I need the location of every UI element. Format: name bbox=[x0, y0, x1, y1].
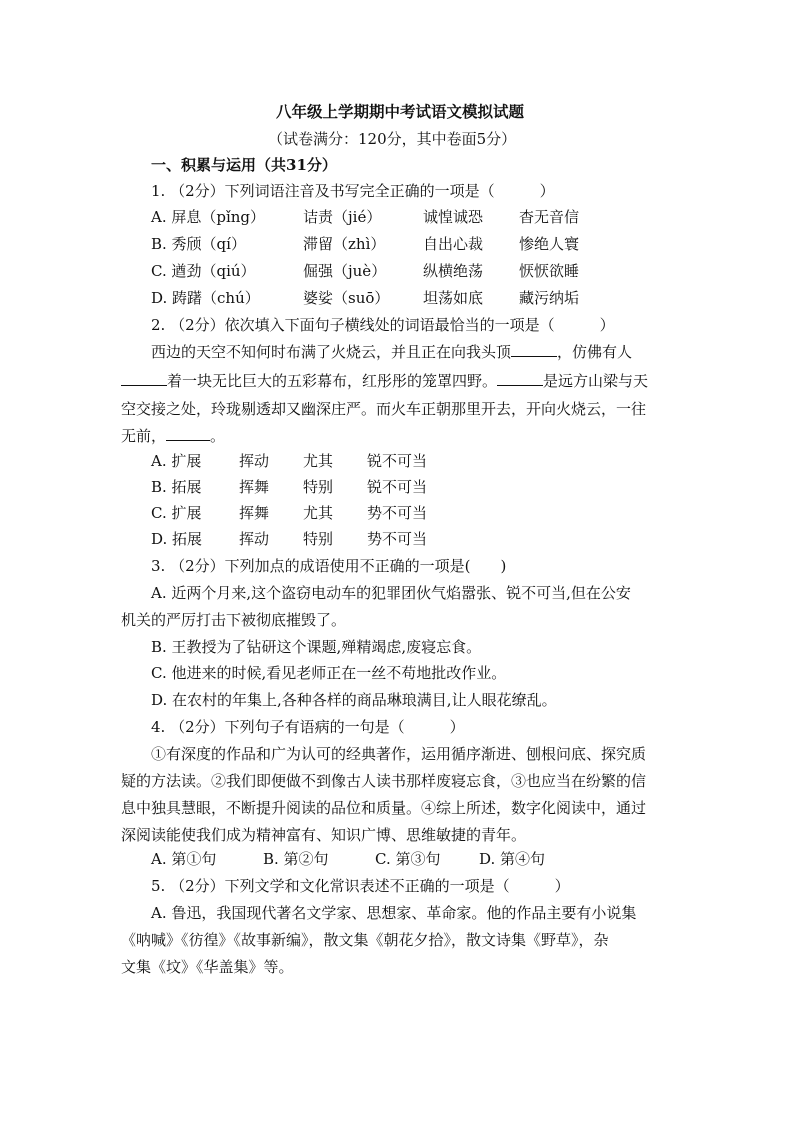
q3-option-c: C. 他进来的时候,看见老师正在一丝不苟地批改作业。 bbox=[151, 664, 507, 682]
q1-c-word-4: 恹恹欲睡 bbox=[519, 262, 580, 280]
q2-paragraph-line-2 bbox=[121, 371, 648, 391]
fill-blank bbox=[511, 342, 557, 357]
fill-blank bbox=[497, 371, 543, 386]
page-subtitle: （试卷满分：120分，其中卷面5分） bbox=[268, 130, 517, 148]
q4-paragraph-line-1: ①有深度的作品和广为认可的经典著作，运用循序渐进、刨根问底、探究质 bbox=[151, 745, 647, 763]
q1-option-d bbox=[151, 288, 611, 308]
q5-option-a-line-2: 《呐喊》《彷徨》《故事新编》，散文集《朝花夕拾》，散文诗集《野草》，杂 bbox=[121, 931, 609, 949]
q2-d-word-4: 势不可当 bbox=[367, 530, 428, 548]
q1-option-c bbox=[151, 261, 611, 281]
q1-b-word-1: B. 秀颀（qí） bbox=[151, 235, 246, 253]
q1-b-word-4: 惨绝人寰 bbox=[519, 235, 580, 253]
q1-a-word-2: 诘责（jié） bbox=[303, 208, 382, 226]
q1-d-word-3: 坦荡如底 bbox=[423, 289, 484, 307]
q2-b-word-4: 锐不可当 bbox=[367, 478, 428, 496]
q2-c-word-1: C. 扩展 bbox=[151, 504, 202, 522]
q2-option-d bbox=[151, 529, 451, 549]
question-1-stem: 1. （2分）下列词语注音及书写完全正确的一项是（ ） bbox=[151, 182, 555, 200]
q2-text: 。 bbox=[210, 427, 226, 445]
q2-paragraph-line-4 bbox=[121, 426, 225, 446]
q2-b-word-1: B. 拓展 bbox=[151, 478, 202, 496]
fill-blank bbox=[166, 426, 210, 441]
q1-d-word-4: 藏污纳垢 bbox=[519, 289, 580, 307]
q3-option-d: D. 在农村的年集上,各种各样的商品琳琅满目,让人眼花缭乱。 bbox=[151, 691, 557, 709]
q2-text: 是远方山梁与天 bbox=[543, 372, 649, 390]
q2-text: 西边的天空不知何时布满了火烧云，并且正在向我头顶 bbox=[151, 343, 512, 361]
fill-blank bbox=[121, 371, 167, 386]
q1-a-word-4: 杳无音信 bbox=[519, 208, 580, 226]
q1-option-a bbox=[151, 207, 611, 227]
q3-option-a-line-1: A. 近两个月来,这个盗窃电动车的犯罪团伙气焰嚣张、锐不可当,但在公安 bbox=[151, 584, 631, 602]
q4-paragraph-line-4: 深阅读能使我们成为精神富有、知识广博、思维敏捷的青年。 bbox=[121, 826, 527, 844]
q2-text: ，仿佛有人 bbox=[557, 343, 633, 361]
q2-option-c bbox=[151, 503, 451, 523]
q4-option-a: A. 第①句 bbox=[151, 850, 217, 868]
q1-b-word-3: 自出心裁 bbox=[423, 235, 484, 253]
q3-option-a-line-2: 机关的严厉打击下被彻底摧毁了。 bbox=[121, 611, 347, 629]
q2-option-b bbox=[151, 477, 451, 497]
q5-option-a-line-3: 文集《坟》《华盖集》等。 bbox=[121, 958, 294, 976]
q1-a-word-3: 诚惶诚恐 bbox=[423, 208, 484, 226]
q2-b-word-3: 特别 bbox=[303, 478, 334, 496]
q1-c-word-3: 纵横绝荡 bbox=[423, 262, 484, 280]
q2-paragraph-line-3: 空交接之处，玲珑剔透却又幽深庄严。而火车正朝那里开去，开向火烧云，一往 bbox=[121, 400, 647, 418]
section-heading: 一、积累与运用（共31分） bbox=[151, 156, 337, 174]
q2-c-word-4: 势不可当 bbox=[367, 504, 428, 522]
question-4-options bbox=[151, 849, 571, 869]
q1-d-word-2: 婆娑（suō） bbox=[303, 289, 390, 307]
q2-b-word-2: 挥舞 bbox=[239, 478, 270, 496]
q2-d-word-2: 挥动 bbox=[239, 530, 270, 548]
q2-text: 无前， bbox=[121, 427, 167, 445]
q1-d-word-1: D. 踌躇（chú） bbox=[151, 289, 260, 307]
q2-c-word-3: 尤其 bbox=[303, 504, 334, 522]
q2-d-word-3: 特别 bbox=[303, 530, 334, 548]
q2-a-word-2: 挥动 bbox=[239, 452, 270, 470]
q2-option-a bbox=[151, 451, 451, 471]
question-4-stem: 4. （2分）下列句子有语病的一句是（ ） bbox=[151, 718, 465, 736]
q2-paragraph-line-1 bbox=[151, 342, 632, 362]
q2-a-word-1: A. 扩展 bbox=[151, 452, 202, 470]
q5-option-a-line-1: A. 鲁迅，我国现代著名文学家、思想家、革命家。他的作品主要有小说集 bbox=[151, 904, 637, 922]
q2-a-word-4: 锐不可当 bbox=[367, 452, 428, 470]
q4-paragraph-line-2: 疑的方法读。②我们即便做不到像古人读书那样废寝忘食，③也应当在纷繁的信 bbox=[121, 772, 647, 790]
q4-option-d: D. 第④句 bbox=[479, 850, 546, 868]
q3-option-b: B. 王教授为了钻研这个课题,殚精竭虑,废寝忘食。 bbox=[151, 638, 482, 656]
question-5-stem: 5. （2分）下列文学和文化常识表述不正确的一项是（ ） bbox=[151, 877, 570, 895]
q1-c-word-2: 倔强（juè） bbox=[303, 262, 387, 280]
q2-a-word-3: 尤其 bbox=[303, 452, 334, 470]
page-title: 八年级上学期期中考试语文模拟试题 bbox=[276, 102, 525, 121]
question-2-stem: 2. （2分）依次填入下面句子横线处的词语最恰当的一项是（ ） bbox=[151, 316, 615, 334]
q1-option-b bbox=[151, 234, 611, 254]
question-3-stem: 3. （2分）下列加点的成语使用不正确的一项是( ) bbox=[151, 557, 507, 575]
q1-b-word-2: 滞留（zhì） bbox=[303, 235, 386, 253]
q2-text: 着一块无比巨大的五彩幕布，红彤彤的笼罩四野。 bbox=[167, 372, 498, 390]
q4-paragraph-line-3: 息中独具慧眼，不断提升阅读的品位和质量。④综上所述，数字化阅读中，通过 bbox=[121, 799, 647, 817]
q4-option-b: B. 第②句 bbox=[263, 850, 329, 868]
q1-a-word-1: A. 屏息（pǐng） bbox=[151, 208, 266, 226]
q4-option-c: C. 第③句 bbox=[375, 850, 441, 868]
q2-d-word-1: D. 拓展 bbox=[151, 530, 203, 548]
q2-c-word-2: 挥舞 bbox=[239, 504, 270, 522]
q1-c-word-1: C. 遒劲（qiú） bbox=[151, 262, 256, 280]
